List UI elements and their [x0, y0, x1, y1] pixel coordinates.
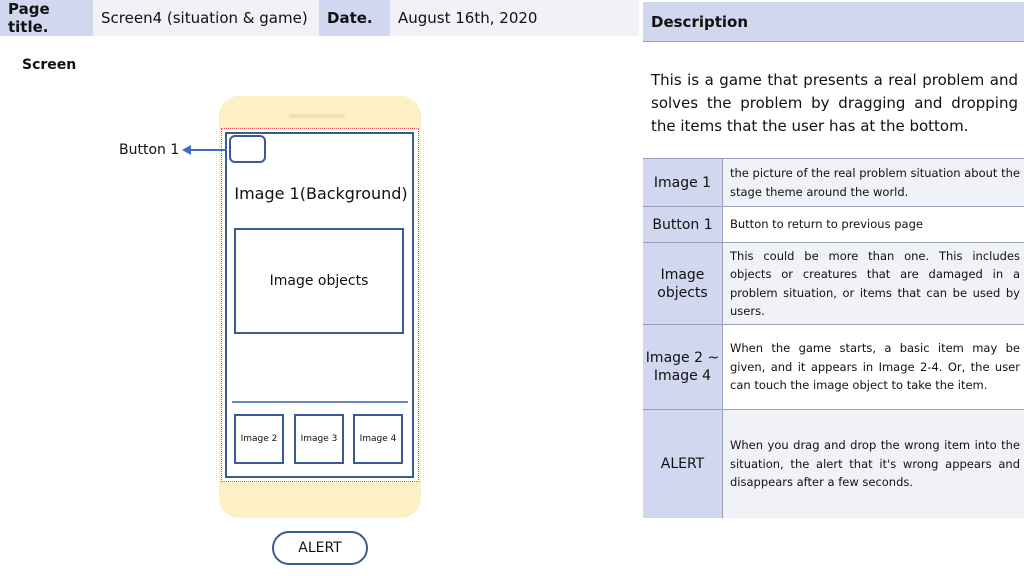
- image-objects-box[interactable]: [234, 228, 404, 334]
- speaker-icon: [289, 114, 345, 118]
- table-row: [643, 207, 1024, 243]
- image-objects-label: Image objects: [269, 273, 369, 289]
- page-title-label: Page title.: [0, 0, 93, 36]
- row-value: This could be more than one. This includes objects or creatures that are damaged in a problem situation, or items that can be used by users.: [723, 243, 1024, 324]
- table-row: [643, 159, 1024, 207]
- page-title-value: Screen4 (situation & game): [93, 0, 319, 36]
- item-slot-label: Image 2: [240, 434, 278, 444]
- row-value: the picture of the real problem situation about the stage theme around the world.: [723, 159, 1024, 206]
- date-value: August 16th, 2020: [390, 0, 639, 36]
- row-value: Button to return to previous page: [723, 207, 1024, 242]
- row-key: Image 2 ~ Image 4: [643, 325, 723, 409]
- phone-top-bezel: [219, 96, 421, 128]
- back-button[interactable]: [229, 135, 266, 163]
- description-intro: This is a game that presents a real problem and solves the problem by dragging and dropping the items that the user has at the bottom.: [643, 42, 1024, 159]
- row-value: When the game starts, a basic item may be given, and it appears in Image 2-4. Or, the user can touch the image object to take the item.: [723, 325, 1024, 409]
- item-slot-label: Image 3: [300, 434, 338, 444]
- table-row: [643, 325, 1024, 410]
- button1-callout: Button 1: [119, 142, 180, 158]
- row-key: Button 1: [643, 207, 723, 242]
- description-heading: Description: [643, 2, 1024, 42]
- item-slot-image-2[interactable]: [234, 414, 284, 464]
- screen-section-label: Screen: [22, 57, 77, 73]
- row-value: When you drag and drop the wrong item into the situation, the alert that it's wrong appears and disappears after a few seconds.: [723, 410, 1024, 518]
- item-slot-image-4[interactable]: [353, 414, 403, 464]
- table-row: [643, 410, 1024, 518]
- alert-pill: [272, 531, 368, 565]
- arrow-left-icon: [182, 143, 228, 157]
- item-tray-divider: [232, 401, 408, 403]
- item-slot-image-3[interactable]: [294, 414, 344, 464]
- alert-label: ALERT: [298, 540, 342, 556]
- row-key: ALERT: [643, 410, 723, 518]
- item-slot-label: Image 4: [359, 434, 397, 444]
- row-key: Image 1: [643, 159, 723, 206]
- row-key: Image objects: [643, 243, 723, 324]
- background-image-label: Image 1(Background): [234, 184, 408, 203]
- date-label: Date.: [319, 0, 390, 36]
- table-row: [643, 243, 1024, 325]
